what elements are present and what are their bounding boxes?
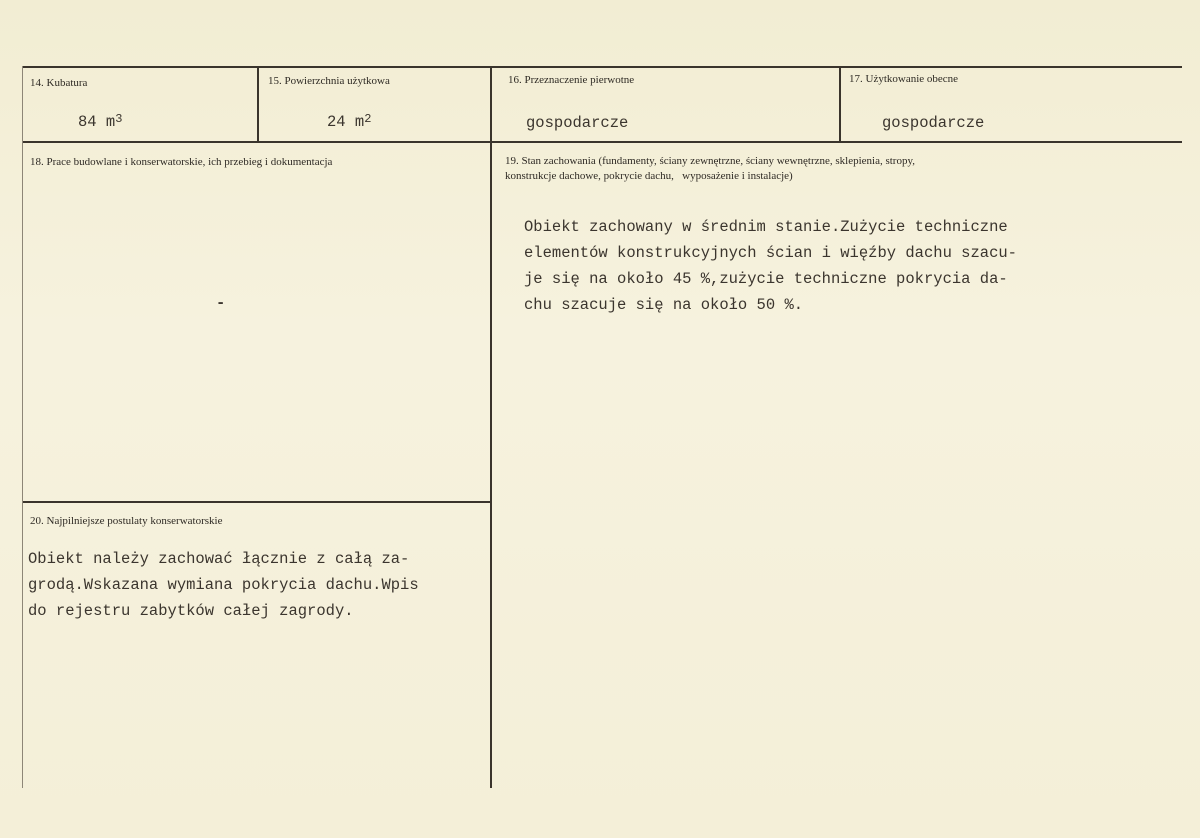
field-15-exponent: 2 <box>364 112 372 126</box>
field-18-value: - <box>216 294 226 312</box>
field-16-label: 16. Przeznaczenie pierwotne <box>508 74 635 86</box>
field-14-exponent: 3 <box>115 112 123 126</box>
field-17-value: gospodarcze <box>882 114 985 132</box>
field-20-line: grodą.Wskazana wymiana pokrycia dachu.Wpis <box>28 576 419 594</box>
field-20-label: 20. Najpilniejsze postulaty konserwatorskie <box>30 515 223 527</box>
field-17-label: 17. Użytkowanie obecne <box>849 73 959 85</box>
field-16-value: gospodarcze <box>526 114 629 132</box>
divider-main <box>490 66 492 788</box>
field-14-number: 84 m <box>78 113 116 131</box>
row1-bottom-rule <box>22 141 1182 143</box>
divider-14-15 <box>257 66 259 143</box>
field-20-text <box>28 546 419 624</box>
left-edge-rule <box>22 66 23 788</box>
field-19-line: Obiekt zachowany w średnim stanie.Zużycie techniczne <box>524 218 1008 236</box>
top-rule <box>22 66 1182 68</box>
field-19-line: elementów konstrukcyjnych ścian i więźby dachu szacu- <box>524 244 1017 262</box>
field-15-number: 24 m <box>327 113 365 131</box>
divider-16-17 <box>839 66 841 143</box>
field-14-value <box>78 113 122 131</box>
field-14-label: 14. Kubatura <box>30 77 88 89</box>
field-20-line: do rejestru zabytków całej zagrody. <box>28 602 354 620</box>
field-15-value <box>327 113 371 131</box>
field-19-line: chu szacuje się na około 50 %. <box>524 296 804 314</box>
field18-bottom-rule <box>22 501 491 503</box>
field-18-label: 18. Prace budowlane i konserwatorskie, ich przebieg i dokumentacja <box>30 156 333 168</box>
field-15-label: 15. Powierzchnia użytkowa <box>268 75 390 87</box>
field-20-line: Obiekt należy zachować łącznie z całą za- <box>28 550 410 568</box>
field-19-text <box>524 214 1017 318</box>
field-19-label-line2: konstrukcje dachowe, pokrycie dachu, wyposażenie i instalacje) <box>505 170 793 182</box>
field-19-line: je się na około 45 %,zużycie techniczne pokrycia da- <box>524 270 1008 288</box>
field-19-label-line1: 19. Stan zachowania (fundamenty, ściany zewnętrzne, ściany wewnętrzne, sklepienia, stropy, <box>505 155 916 167</box>
